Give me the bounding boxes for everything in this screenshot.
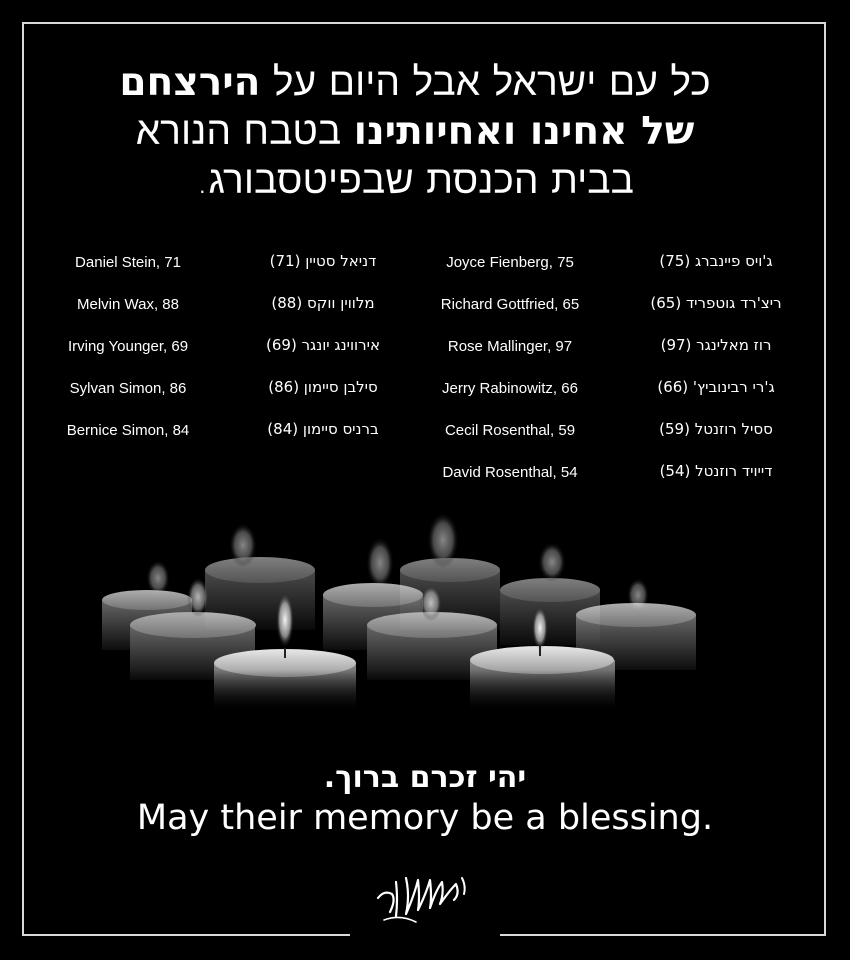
victim-english-name: Joyce Fienberg, 75	[446, 254, 574, 271]
victim-english-name: Jerry Rabinowitz, 66	[442, 380, 578, 397]
victim-hebrew-name: ג'ויס פיינברג (75)	[659, 252, 773, 270]
victim-english-name: Rose Mallinger, 97	[447, 338, 573, 355]
victim-hebrew-name: מלווין ווקס (88)	[271, 294, 375, 312]
victim-english-name: Melvin Wax, 88	[77, 296, 179, 313]
headline-line-1-regular: כל עם ישראל אבל היום על	[272, 60, 711, 105]
victim-english-name: Sylvan Simon, 86	[69, 380, 187, 397]
headline-line-2-regular: בטבח הנורא	[135, 109, 342, 154]
candles-image	[90, 500, 730, 710]
headline-line-2	[60, 107, 770, 156]
headline-line-3: בבית הכנסת שבפיטסבורג.	[196, 158, 634, 203]
blessing-hebrew: יהי זכרם ברוך.	[323, 760, 527, 795]
victim-english-name: Richard Gottfried, 65	[440, 296, 580, 313]
victim-hebrew-name: ג'רי רבינוביץ' (66)	[657, 378, 775, 396]
headline-line-2-bold: של אחינו ואחיותינו	[353, 109, 695, 154]
headline	[60, 58, 770, 205]
victim-hebrew-name: ריצ'רד גוטפריד (65)	[650, 294, 782, 312]
victim-english-name: Irving Younger, 69	[67, 338, 189, 355]
victim-english-name: Daniel Stein, 71	[75, 254, 181, 271]
victim-hebrew-name: ברניס סיימון (84)	[267, 420, 379, 438]
victim-hebrew-name: ססיל רוזנטל (59)	[659, 420, 773, 438]
headline-line-1	[60, 58, 770, 107]
victim-hebrew-name: אירווינג יונגר (69)	[265, 336, 381, 354]
victim-english-name: Cecil Rosenthal, 59	[444, 422, 576, 439]
victim-hebrew-name: דניאל סטיין (71)	[269, 252, 377, 270]
signature	[370, 860, 480, 930]
blessing-english: May their memory be a blessing.	[136, 798, 714, 838]
victim-english-name: Bernice Simon, 84	[66, 422, 190, 439]
victim-hebrew-name: דייויד רוזנטל (54)	[659, 462, 773, 480]
headline-line-1-bold: הירצחם	[119, 60, 261, 105]
victim-hebrew-name: סילבן סיימון (86)	[268, 378, 378, 396]
victim-english-name: David Rosenthal, 54	[442, 464, 578, 481]
victim-hebrew-name: רוז מאלינגר (97)	[660, 336, 772, 354]
